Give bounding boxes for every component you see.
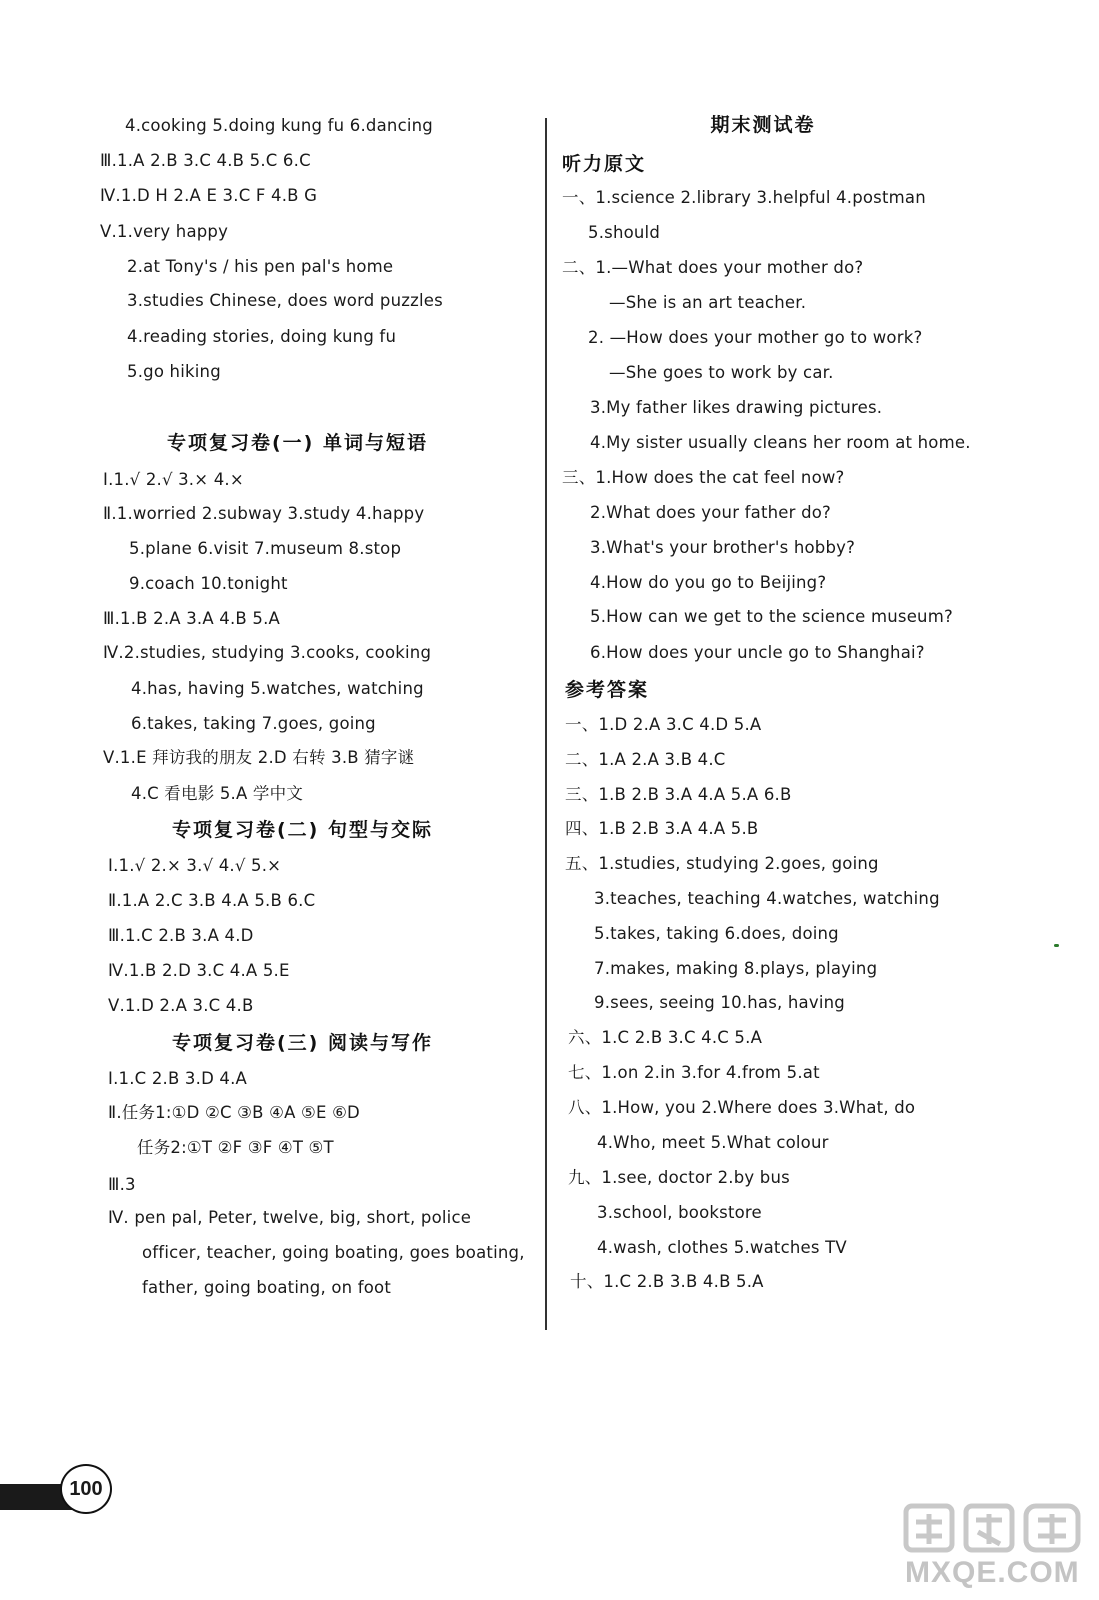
- right-answer-line: 八、1.How, you 2.Where does 3.What, do: [568, 1098, 916, 1117]
- left-answer-line: Ⅲ.1.A 2.B 3.C 4.B 5.C 6.C: [100, 151, 311, 170]
- right-answer-line: 二、1.—What does your mother do?: [562, 258, 864, 277]
- left-answer-line: 6.takes, taking 7.goes, going: [131, 714, 376, 733]
- right-answer-line: 4.My sister usually cleans her room at home.: [590, 433, 971, 452]
- left-answer-line: Ⅰ.1.√ 2.√ 3.× 4.×: [103, 470, 244, 489]
- left-answer-line: officer, teacher, going boating, goes boating,: [142, 1243, 525, 1262]
- left-answer-line: 9.coach 10.tonight: [129, 574, 288, 593]
- left-answer-line: 3.studies Chinese, does word puzzles: [127, 291, 443, 310]
- left-section-heading: 专项复习卷(一) 单词与短语: [167, 432, 428, 454]
- right-answer-line: 四、1.B 2.B 3.A 4.A 5.B: [565, 819, 759, 838]
- left-answer-line: 4.has, having 5.watches, watching: [131, 679, 424, 698]
- left-answer-line: 4.C 看电影 5.A 学中文: [131, 784, 304, 803]
- right-answer-line: 6.How does your uncle go to Shanghai?: [590, 643, 925, 662]
- right-answer-line: 9.sees, seeing 10.has, having: [594, 993, 845, 1012]
- left-section-heading: 专项复习卷(二) 句型与交际: [172, 819, 433, 841]
- right-answer-line: —She is an art teacher.: [609, 293, 807, 312]
- left-answer-line: Ⅳ. pen pal, Peter, twelve, big, short, police: [108, 1208, 472, 1227]
- right-answer-line: 5.takes, taking 6.does, doing: [594, 924, 839, 943]
- right-answer-line: 3.My father likes drawing pictures.: [590, 398, 883, 417]
- right-section-heading: 参考答案: [565, 679, 650, 701]
- left-answer-line: Ⅳ.2.studies, studying 3.cooks, cooking: [103, 643, 432, 662]
- right-answer-line: 六、1.C 2.B 3.C 4.C 5.A: [568, 1028, 763, 1047]
- right-answer-line: 5.should: [588, 223, 661, 242]
- left-answer-line: Ⅴ.1.very happy: [100, 222, 229, 241]
- left-answer-line: Ⅴ.1.D 2.A 3.C 4.B: [108, 996, 254, 1015]
- right-section-heading: 期末测试卷: [710, 114, 816, 136]
- right-answer-line: 三、1.How does the cat feel now?: [562, 468, 845, 487]
- left-answer-line: Ⅰ.1.√ 2.× 3.√ 4.√ 5.×: [108, 856, 282, 875]
- left-answer-line: Ⅴ.1.E 拜访我的朋友 2.D 右转 3.B 猜字谜: [103, 748, 415, 767]
- left-answer-line: 5.plane 6.visit 7.museum 8.stop: [129, 539, 402, 558]
- left-answer-line: Ⅳ.1.D H 2.A E 3.C F 4.B G: [100, 186, 318, 205]
- right-answer-line: 五、1.studies, studying 2.goes, going: [565, 854, 879, 873]
- left-answer-line: 5.go hiking: [127, 362, 221, 381]
- right-section-heading: 听力原文: [562, 153, 647, 175]
- right-answer-line: 一、1.D 2.A 3.C 4.D 5.A: [565, 715, 762, 734]
- left-answer-line: 4.reading stories, doing kung fu: [127, 327, 397, 346]
- right-answer-line: 3.school, bookstore: [597, 1203, 762, 1222]
- left-answer-line: Ⅲ.3: [108, 1175, 136, 1194]
- left-answer-line: Ⅱ.任务1:①D ②C ③B ④A ⑤E ⑥D: [108, 1103, 360, 1122]
- left-answer-line: 2.at Tony's / his pen pal's home: [127, 257, 394, 276]
- right-answer-line: 7.makes, making 8.plays, playing: [594, 959, 878, 978]
- right-answer-line: 2. —How does your mother go to work?: [588, 328, 923, 347]
- left-answer-line: Ⅱ.1.A 2.C 3.B 4.A 5.B 6.C: [108, 891, 316, 910]
- right-answer-line: 4.Who, meet 5.What colour: [597, 1133, 829, 1152]
- stray-mark: [1054, 944, 1059, 947]
- right-answer-line: 3.teaches, teaching 4.watches, watching: [594, 889, 940, 908]
- right-answer-line: 4.wash, clothes 5.watches TV: [597, 1238, 847, 1257]
- left-answer-line: 任务2:①T ②F ③F ④T ⑤T: [137, 1138, 334, 1157]
- right-answer-line: —She goes to work by car.: [609, 363, 834, 382]
- right-answer-line: 九、1.see, doctor 2.by bus: [568, 1168, 790, 1187]
- right-answer-line: 三、1.B 2.B 3.A 4.A 5.A 6.B: [565, 785, 792, 804]
- left-answer-line: Ⅲ.1.C 2.B 3.A 4.D: [108, 926, 254, 945]
- watermark-text: MXQE.COM: [905, 1556, 1080, 1589]
- right-answer-line: 十、1.C 2.B 3.B 4.B 5.A: [570, 1272, 764, 1291]
- left-answer-line: 4.cooking 5.doing kung fu 6.dancing: [125, 116, 433, 135]
- left-section-heading: 专项复习卷(三) 阅读与写作: [172, 1032, 433, 1054]
- right-answer-line: 5.How can we get to the science museum?: [590, 607, 953, 626]
- left-answer-line: Ⅱ.1.worried 2.subway 3.study 4.happy: [103, 504, 425, 523]
- left-answer-line: father, going boating, on foot: [142, 1278, 392, 1297]
- right-answer-line: 4.How do you go to Beijing?: [590, 573, 827, 592]
- page-number: 100: [60, 1464, 112, 1514]
- left-answer-line: Ⅰ.1.C 2.B 3.D 4.A: [108, 1069, 248, 1088]
- right-answer-line: 3.What's your brother's hobby?: [590, 538, 856, 557]
- right-answer-line: 一、1.science 2.library 3.helpful 4.postman: [562, 188, 926, 207]
- right-answer-line: 七、1.on 2.in 3.for 4.from 5.at: [568, 1063, 820, 1082]
- right-answer-line: 二、1.A 2.A 3.B 4.C: [565, 750, 726, 769]
- column-divider: [545, 118, 547, 1330]
- left-answer-line: Ⅳ.1.B 2.D 3.C 4.A 5.E: [108, 961, 290, 980]
- left-answer-line: Ⅲ.1.B 2.A 3.A 4.B 5.A: [103, 609, 281, 628]
- right-answer-line: 2.What does your father do?: [590, 503, 832, 522]
